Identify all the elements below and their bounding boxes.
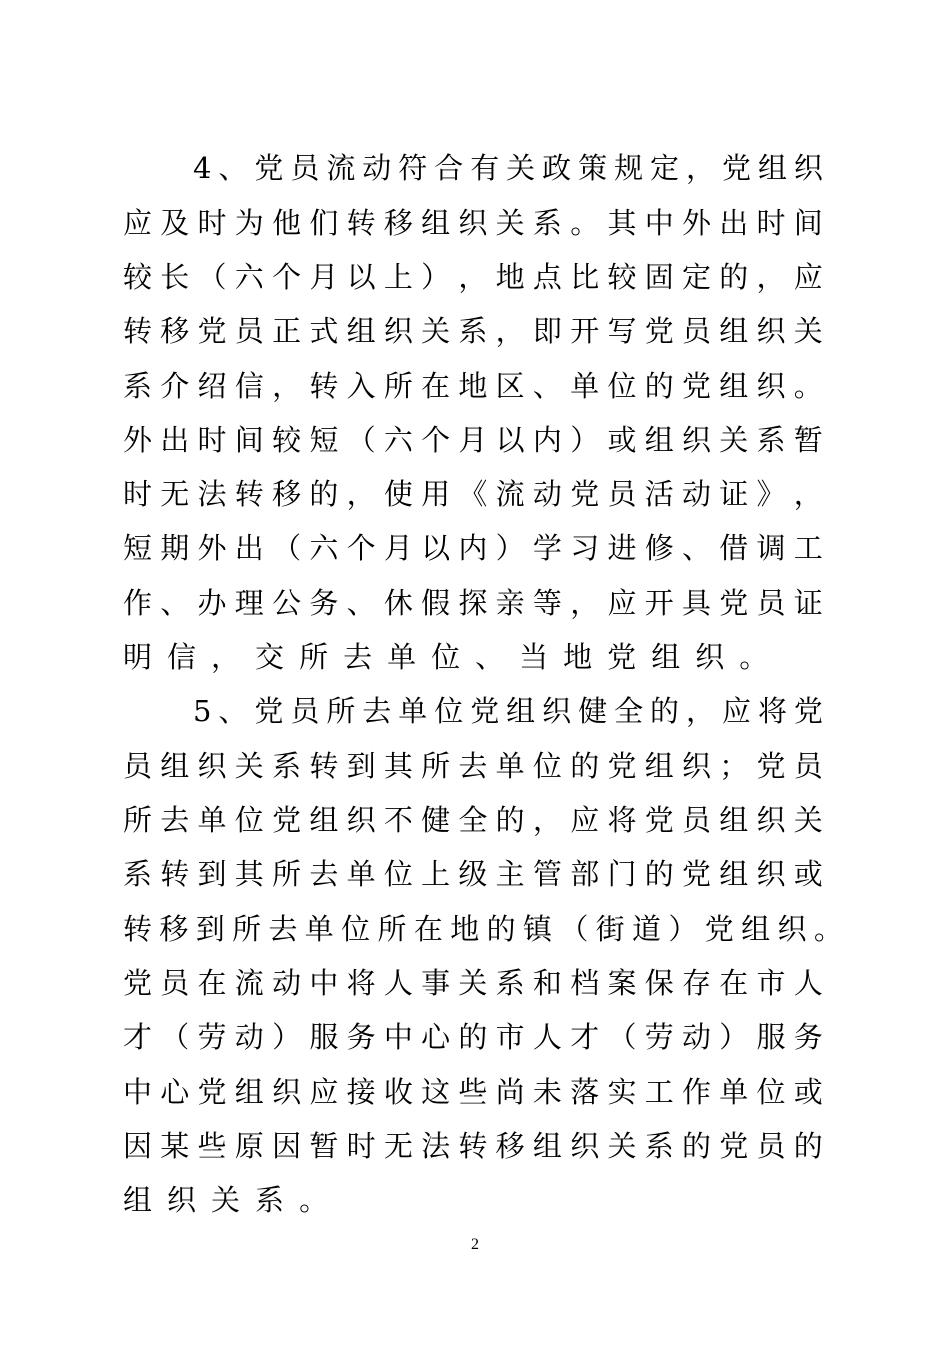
- text-line: 转 移 党 员 正 式 组 织 关 系 ， 即 开 写 党 员 组 织 关: [123, 314, 823, 348]
- text-line: 中 心 党 组 织 应 接 收 这 些 尚 未 落 实 工 作 单 位 或: [123, 1075, 823, 1109]
- text-line: 外 出 时 间 较 短 （ 六 个 月 以 内 ） 或 组 织 关 系 暂: [123, 423, 823, 457]
- text-line: 应 及 时 为 他 们 转 移 组 织 关 系 。 其 中 外 出 时 间: [123, 206, 823, 240]
- text-line: 转 移 到 所 去 单 位 所 在 地 的 镇 （ 街 道 ） 党 组 织 。: [123, 912, 843, 946]
- text-line: 才 （ 劳 动 ） 服 务 中 心 的 市 人 才 （ 劳 动 ） 服 务: [123, 1020, 823, 1054]
- text-line: 短 期 外 出 （ 六 个 月 以 内 ） 学 习 进 修 、 借 调 工: [123, 531, 823, 565]
- text-line: 时 无 法 转 移 的 ， 使 用 《 流 动 党 员 活 动 证 》 ，: [123, 477, 823, 511]
- text-line: 系 转 到 其 所 去 单 位 上 级 主 管 部 门 的 党 组 织 或: [123, 857, 823, 891]
- text-line: 组 织 关 系 。: [123, 1183, 329, 1217]
- text-line: 作 、 办 理 公 务 、 休 假 探 亲 等 ， 应 开 具 党 员 证: [123, 586, 823, 620]
- page-number: 2: [471, 1236, 479, 1253]
- text-line: 较 长 （ 六 个 月 以 上 ） ， 地 点 比 较 固 定 的 ， 应: [123, 260, 823, 294]
- text-line: 明 信 ， 交 所 去 单 位 、 当 地 党 组 织 。: [123, 640, 769, 674]
- text-line: 4 、 党 员 流 动 符 合 有 关 政 策 规 定 ， 党 组 织: [193, 151, 823, 185]
- text-line: 员 组 织 关 系 转 到 其 所 去 单 位 的 党 组 织 ； 党 员: [123, 749, 823, 783]
- text-line: 所 去 单 位 党 组 织 不 健 全 的 ， 应 将 党 员 组 织 关: [123, 803, 823, 837]
- text-line: 党 员 在 流 动 中 将 人 事 关 系 和 档 案 保 存 在 市 人: [123, 966, 823, 1000]
- text-line: 系 介 绍 信 ， 转 入 所 在 地 区 、 单 位 的 党 组 织 。: [123, 369, 823, 403]
- text-line: 因 某 些 原 因 暂 时 无 法 转 移 组 织 关 系 的 党 员 的: [123, 1129, 823, 1163]
- text-line: 5 、 党 员 所 去 单 位 党 组 织 健 全 的 ， 应 将 党: [193, 694, 823, 728]
